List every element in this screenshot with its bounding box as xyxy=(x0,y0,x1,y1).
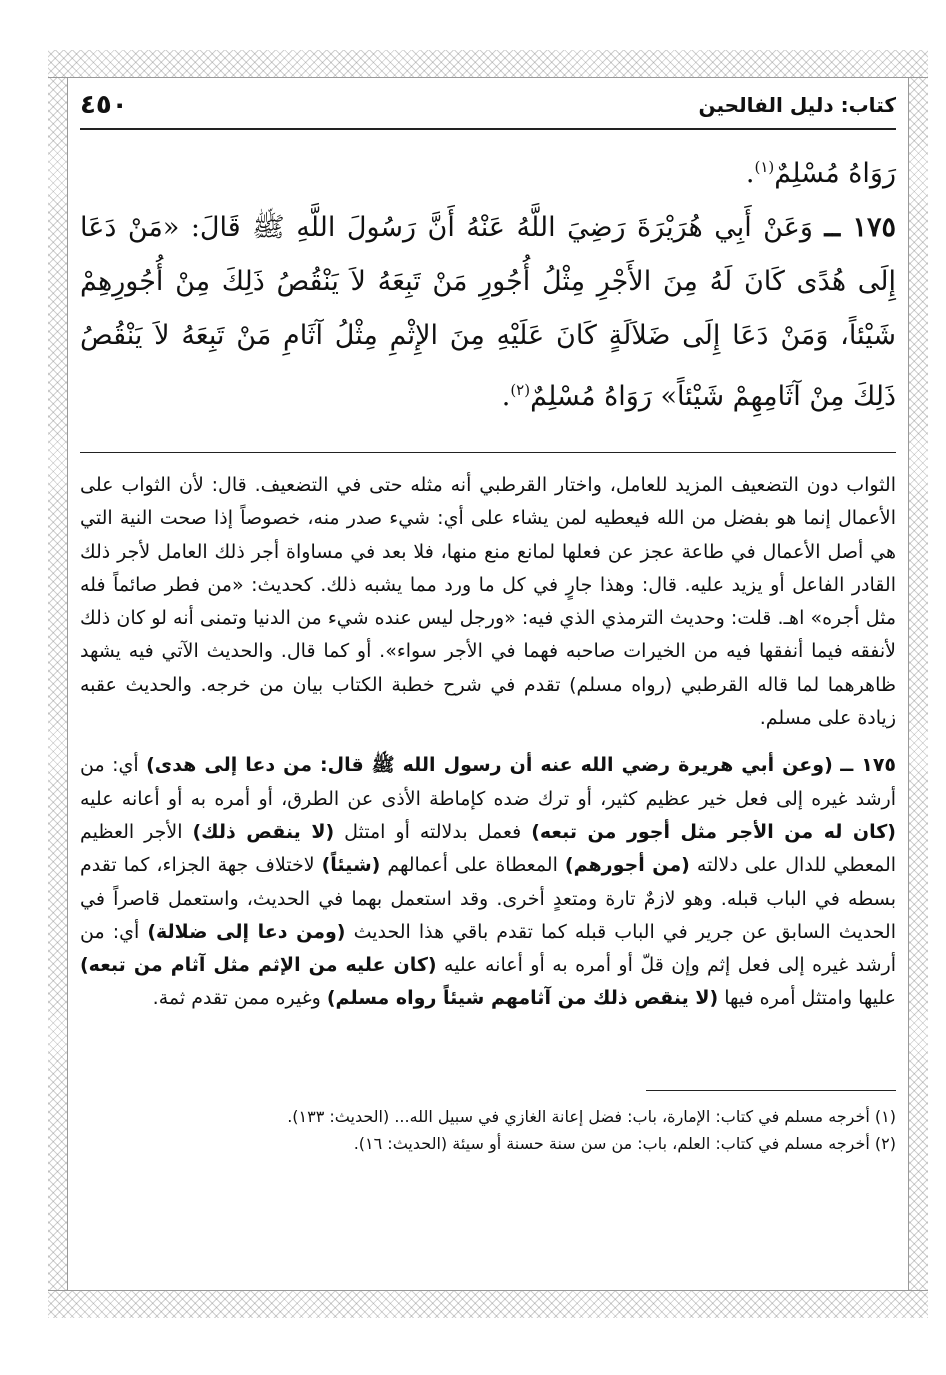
commentary-paragraph: الثواب دون التضعيف المزيد للعامل، واختار القرطبي أنه مثله حتى في التضعيف. قال: لأن الثواب على الأعمال إنما هو بفضل من الله فيعطيه لمن يشاء على أي: شيء صدر منه، خصوصاً إذا صحت النية التي هي أصل الأعمال في طاعة عجز عن فعلها لمانع منع منها، فلا بعد في مساواة أجر ذلك العامل لأجر ذلك القادر الفاعل أو يزيد عليه. قال: وهذا جارٍ في كل ما ورد مما يشبه ذلك. كحديث: «من فطر صائماً فله مثل أجره» اهـ. قلت: وحديث الترمذي الذي فيه: «ورجل ليس عنده شيء من الدنيا وتمنى أنه لو كان ذلك لأنفقه فيما أنفقها فيه من الخيرات صاحبه فهما في الأجر سواء». أو كما قال. والحديث الآتي فيه يشهد ظاهرهما لما قاله القرطبي (رواه مسلم) تقدم في شرح خطبة الكتاب بيان من خرجه. والحديث عقبه زيادة على مسلم. xyxy=(80,474,896,730)
footnote-ref-2: (٢) xyxy=(510,381,531,399)
footnotes xyxy=(80,1103,896,1157)
page-number: ٤٥٠ xyxy=(80,90,128,120)
section-divider xyxy=(80,452,896,453)
decorative-frame-top xyxy=(48,50,928,78)
hadith-175: ١٧٥ ــ وَعَنْ أَبِي هُرَيْرَةَ رَضِيَ اللَّهُ عَنْهُ أَنَّ رَسُولَ اللَّهِ ﷺ قَالَ: «مَنْ دَعَا إِلَى هُدًى كَانَ لَهُ مِنَ الأَجْرِ مِثْلُ أُجُورِ مَنْ تَبِعَهُ لاَ يَنْقُصُ ذَلِكَ مِنْ أُجُورِهِمْ شَيْئاً، وَمَنْ دَعَا إِلَى ضَلاَلَةٍ كَانَ عَلَيْهِ مِنَ الإِثْمِ مِثْلُ آثَامِ مَنْ تَبِعَهُ لاَ يَنْقُصُ ذَلِكَ مِنْ آثَامِهِمْ شَيْئاً» رَوَاهُ مُسْلِمٌ$^{(٢)}$. xyxy=(80,212,896,412)
decorative-frame-right xyxy=(908,78,928,1290)
decorative-frame-left xyxy=(48,78,68,1290)
commentary-block xyxy=(80,469,896,1016)
page-content xyxy=(80,82,896,1157)
page-header xyxy=(80,82,896,130)
hadith-number: ١٧٥ ــ xyxy=(824,212,896,243)
footnote-rule xyxy=(646,1090,896,1091)
hadith-text-block xyxy=(80,140,896,424)
commentary-paragraph-175: ١٧٥ ــ (وعن أبي هريرة رضي الله عنه أن رسول الله ﷺ قال: من دعا إلى هدى) أي: من أرشد غيره إلى فعل خير عظيم كثير، أو ترك ضده كإماطة الأذى عن الطرق، أو أمره به أو أعانه عليه (كان له من الأجر مثل أجور من تبعه) فعمل بدلالته أو امتثل (لا ينقص ذلك) الأجر العظيم المعطي للدال على دلالته (من أجورهم) المعطاة على أعمالهم (شيئاً) لاختلاف جهة الجزاء، كما تقدم بسطه في الباب قبله. وهو لازمٌ تارة ومتعدٍ أخرى. وقد استعمل بهما في الحديث، واستعمل قاصراً في الحديث السابق عن جرير في الباب قبله كما تقدم باقي هذا الحديث (ومن دعا إلى ضلالة) أي: من أرشد غيره إلى فعل إثم وإن قلّ أو أمره به أو أعانه عليه (كان عليه من الإثم مثل آثام من تبعه) عليها وامتثل أمره فيها (لا ينقص ذلك من آثامهم شيئاً رواه مسلم) وغيره ممن تقدم ثمة. xyxy=(80,754,897,1010)
footnote-ref-1: (١) xyxy=(754,158,775,176)
footnote-1: (١) أخرجه مسلم في كتاب: الإمارة، باب: فضل إعانة الغازي في سبيل الله... (الحديث: ١٣٣). xyxy=(287,1106,896,1126)
decorative-frame-bottom xyxy=(48,1290,928,1318)
hadith-body: وَعَنْ أَبِي هُرَيْرَةَ رَضِيَ اللَّهُ عَنْهُ أَنَّ رَسُولَ اللَّهِ ﷺ قَالَ: «مَنْ دَعَا إِلَى هُدًى كَانَ لَهُ مِنَ الأَجْرِ مِثْلُ أُجُورِ مَنْ تَبِعَهُ لاَ يَنْقُصُ ذَلِكَ مِنْ أُجُورِهِمْ شَيْئاً، وَمَنْ دَعَا إِلَى ضَلاَلَةٍ كَانَ عَلَيْهِ مِنَ الإِثْمِ مِثْلُ آثَامِ مَنْ تَبِعَهُ لاَ يَنْقُصُ ذَلِكَ مِنْ آثَامِهِمْ شَيْئاً» رَوَاهُ مُسْلِمٌ xyxy=(80,212,896,412)
footnote-2: (٢) أخرجه مسلم في كتاب: العلم، باب: من سن سنة حسنة أو سيئة (الحديث: ١٦). xyxy=(353,1133,896,1153)
book-title: كتاب: دليل الفالحين xyxy=(698,93,896,117)
previous-hadith-ending: رَوَاهُ مُسْلِمٌ$^{(١)}$. xyxy=(745,158,896,189)
